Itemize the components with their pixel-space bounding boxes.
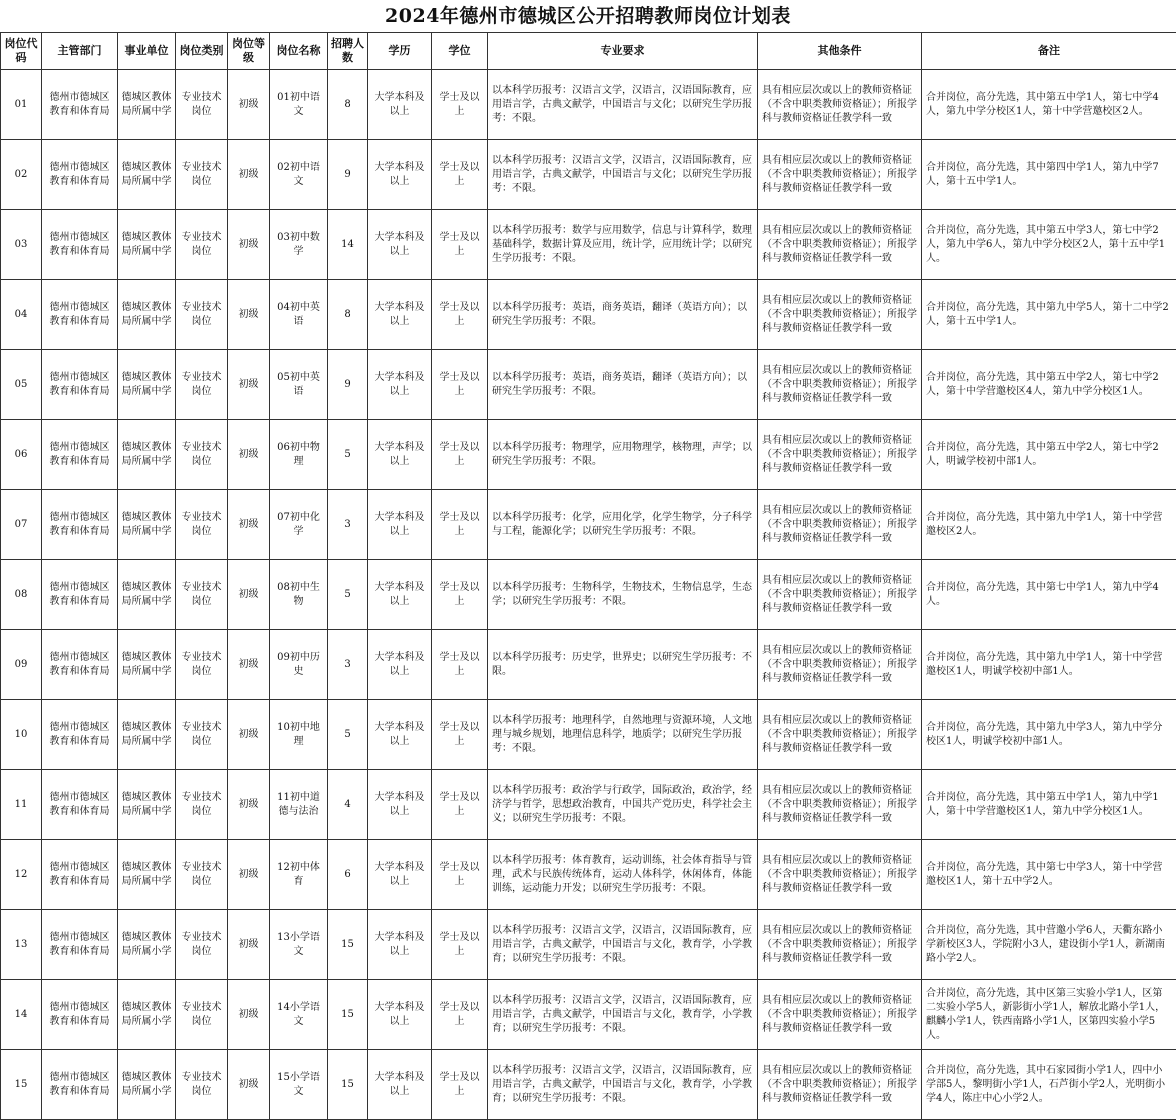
cell-code: 14: [1, 980, 42, 1050]
cell-degree: 学士及以上: [432, 490, 488, 560]
cell-level: 初级: [228, 910, 270, 980]
cell-level: 初级: [228, 980, 270, 1050]
cell-type: 专业技术岗位: [176, 910, 228, 980]
cell-dept: 德州市德城区教育和体育局: [42, 1050, 118, 1120]
cell-level: 初级: [228, 70, 270, 140]
cell-major: 以本科学历报考：生物科学，生物技术，生物信息学，生态学；以研究生学历报考：不限。: [488, 560, 758, 630]
cell-degree: 学士及以上: [432, 770, 488, 840]
cell-count: 15: [328, 980, 368, 1050]
cell-degree: 学士及以上: [432, 700, 488, 770]
cell-dept: 德州市德城区教育和体育局: [42, 280, 118, 350]
cell-edu: 大学本科及以上: [368, 70, 432, 140]
cell-unit: 德城区教体局所属中学: [118, 490, 176, 560]
recruitment-table: [0, 32, 1176, 1120]
cell-edu: 大学本科及以上: [368, 630, 432, 700]
cell-dept: 德州市德城区教育和体育局: [42, 560, 118, 630]
cell-note: 合并岗位，高分先选，其中第九中学5人，第十二中学2人，第十五中学1人。: [922, 280, 1176, 350]
cell-name: 04初中英语: [270, 280, 328, 350]
cell-code: 07: [1, 490, 42, 560]
cell-level: 初级: [228, 840, 270, 910]
cell-note: 合并岗位，高分先选，其中第九中学3人，第九中学分校区1人，明诚学校初中部1人。: [922, 700, 1176, 770]
cell-type: 专业技术岗位: [176, 420, 228, 490]
header-count: 招聘人数: [328, 33, 368, 70]
cell-code: 10: [1, 700, 42, 770]
cell-code: 03: [1, 210, 42, 280]
cell-dept: 德州市德城区教育和体育局: [42, 420, 118, 490]
cell-other: 具有相应层次或以上的教师资格证（不含中职类教师资格证）；所报学科与教师资格证任教学科一致: [758, 280, 922, 350]
cell-major: 以本科学历报考：地理科学，自然地理与资源环境，人文地理与城乡规划，地理信息科学，地质学；以研究生学历报考：不限。: [488, 700, 758, 770]
cell-count: 4: [328, 770, 368, 840]
cell-count: 8: [328, 280, 368, 350]
cell-note: 合并岗位，高分先选，其中第四中学1人，第九中学7人，第十五中学1人。: [922, 140, 1176, 210]
cell-level: 初级: [228, 630, 270, 700]
cell-degree: 学士及以上: [432, 910, 488, 980]
cell-count: 5: [328, 420, 368, 490]
cell-major: 以本科学历报考：汉语言文学，汉语言，汉语国际教育，应用语言学，古典文献学，中国语言与文化；以研究生学历报考：不限。: [488, 140, 758, 210]
cell-name: 05初中英语: [270, 350, 328, 420]
cell-name: 11初中道德与法治: [270, 770, 328, 840]
table-row: [1, 140, 1176, 210]
cell-unit: 德城区教体局所属中学: [118, 350, 176, 420]
table-row: [1, 210, 1176, 280]
cell-type: 专业技术岗位: [176, 280, 228, 350]
cell-other: 具有相应层次或以上的教师资格证（不含中职类教师资格证）；所报学科与教师资格证任教学科一致: [758, 210, 922, 280]
cell-count: 3: [328, 630, 368, 700]
cell-note: 合并岗位，高分先选，其中第五中学1人，第七中学4人，第九中学分校区1人，第十中学营邀校区2人。: [922, 70, 1176, 140]
cell-dept: 德州市德城区教育和体育局: [42, 210, 118, 280]
cell-unit: 德城区教体局所属中学: [118, 700, 176, 770]
cell-type: 专业技术岗位: [176, 980, 228, 1050]
cell-edu: 大学本科及以上: [368, 1050, 432, 1120]
cell-degree: 学士及以上: [432, 560, 488, 630]
cell-dept: 德州市德城区教育和体育局: [42, 70, 118, 140]
cell-unit: 德城区教体局所属小学: [118, 910, 176, 980]
cell-major: 以本科学历报考：汉语言文学，汉语言，汉语国际教育，应用语言学，古典文献学，中国语言与文化，教育学，小学教育；以研究生学历报考：不限。: [488, 980, 758, 1050]
cell-dept: 德州市德城区教育和体育局: [42, 490, 118, 560]
header-dept: 主管部门: [42, 33, 118, 70]
cell-other: 具有相应层次或以上的教师资格证（不含中职类教师资格证）；所报学科与教师资格证任教学科一致: [758, 140, 922, 210]
cell-major: 以本科学历报考：政治学与行政学，国际政治，政治学，经济学与哲学，思想政治教育，中国共产党历史，科学社会主义；以研究生学历报考：不限。: [488, 770, 758, 840]
cell-count: 8: [328, 70, 368, 140]
cell-name: 09初中历史: [270, 630, 328, 700]
cell-other: 具有相应层次或以上的教师资格证（不含中职类教师资格证）；所报学科与教师资格证任教学科一致: [758, 980, 922, 1050]
cell-level: 初级: [228, 560, 270, 630]
header-code: 岗位代码: [1, 33, 42, 70]
cell-other: 具有相应层次或以上的教师资格证（不含中职类教师资格证）；所报学科与教师资格证任教学科一致: [758, 490, 922, 560]
cell-note: 合并岗位，高分先选，其中石家园街小学1人，四中小学部5人，黎明街小学1人，石芦街小学2人，光明街小学4人，陈庄中心小学2人。: [922, 1050, 1176, 1120]
cell-major: 以本科学历报考：历史学，世界史；以研究生学历报考：不限。: [488, 630, 758, 700]
cell-edu: 大学本科及以上: [368, 560, 432, 630]
cell-degree: 学士及以上: [432, 420, 488, 490]
cell-note: 合并岗位，高分先选，其中第九中学1人，第十中学营邀校区1人，明诚学校初中部1人。: [922, 630, 1176, 700]
cell-type: 专业技术岗位: [176, 70, 228, 140]
cell-unit: 德城区教体局所属小学: [118, 980, 176, 1050]
cell-count: 9: [328, 350, 368, 420]
cell-major: 以本科学历报考：数学与应用数学，信息与计算科学，数理基础科学，数据计算及应用，统计学，应用统计学；以研究生学历报考：不限。: [488, 210, 758, 280]
cell-degree: 学士及以上: [432, 140, 488, 210]
cell-major: 以本科学历报考：汉语言文学，汉语言，汉语国际教育，应用语言学，古典文献学，中国语言与文化；以研究生学历报考：不限。: [488, 70, 758, 140]
cell-count: 6: [328, 840, 368, 910]
cell-note: 合并岗位，高分先选，其中区第三实验小学1人，区第二实验小学5人，新影街小学1人，解放北路小学1人，麒麟小学1人，铁西南路小学1人，区第四实验小学5人。: [922, 980, 1176, 1050]
table-body: [1, 70, 1176, 1120]
cell-note: 合并岗位，高分先选，其中第七中学1人，第九中学4人。: [922, 560, 1176, 630]
cell-dept: 德州市德城区教育和体育局: [42, 700, 118, 770]
cell-other: 具有相应层次或以上的教师资格证（不含中职类教师资格证）；所报学科与教师资格证任教学科一致: [758, 700, 922, 770]
page-title: 2024年德州市德城区公开招聘教师岗位计划表: [0, 0, 1176, 32]
cell-degree: 学士及以上: [432, 280, 488, 350]
cell-code: 04: [1, 280, 42, 350]
cell-code: 05: [1, 350, 42, 420]
cell-degree: 学士及以上: [432, 210, 488, 280]
cell-dept: 德州市德城区教育和体育局: [42, 350, 118, 420]
header-note: 备注: [922, 33, 1176, 70]
cell-code: 06: [1, 420, 42, 490]
cell-dept: 德州市德城区教育和体育局: [42, 770, 118, 840]
header-name: 岗位名称: [270, 33, 328, 70]
cell-other: 具有相应层次或以上的教师资格证（不含中职类教师资格证）；所报学科与教师资格证任教学科一致: [758, 910, 922, 980]
cell-major: 以本科学历报考：物理学，应用物理学，核物理，声学；以研究生学历报考：不限。: [488, 420, 758, 490]
cell-count: 5: [328, 700, 368, 770]
cell-major: 以本科学历报考：英语，商务英语，翻译（英语方向）；以研究生学历报考：不限。: [488, 350, 758, 420]
cell-major: 以本科学历报考：化学，应用化学，化学生物学，分子科学与工程，能源化学；以研究生学历报考：不限。: [488, 490, 758, 560]
cell-type: 专业技术岗位: [176, 350, 228, 420]
cell-type: 专业技术岗位: [176, 630, 228, 700]
cell-major: 以本科学历报考：汉语言文学，汉语言，汉语国际教育，应用语言学，古典文献学，中国语言与文化，教育学，小学教育；以研究生学历报考：不限。: [488, 1050, 758, 1120]
cell-degree: 学士及以上: [432, 1050, 488, 1120]
cell-other: 具有相应层次或以上的教师资格证（不含中职类教师资格证）；所报学科与教师资格证任教学科一致: [758, 350, 922, 420]
cell-type: 专业技术岗位: [176, 770, 228, 840]
cell-major: 以本科学历报考：英语，商务英语，翻译（英语方向）；以研究生学历报考：不限。: [488, 280, 758, 350]
cell-code: 02: [1, 140, 42, 210]
table-row: [1, 630, 1176, 700]
cell-note: 合并岗位，高分先选，其中第五中学2人，第七中学2人，明诚学校初中部1人。: [922, 420, 1176, 490]
cell-type: 专业技术岗位: [176, 210, 228, 280]
table-row: [1, 1050, 1176, 1120]
cell-dept: 德州市德城区教育和体育局: [42, 910, 118, 980]
cell-note: 合并岗位，高分先选，其中第五中学3人，第七中学2人，第九中学6人，第九中学分校区2人，第十五中学1人。: [922, 210, 1176, 280]
table-header-row: [1, 33, 1176, 70]
cell-other: 具有相应层次或以上的教师资格证（不含中职类教师资格证）；所报学科与教师资格证任教学科一致: [758, 630, 922, 700]
cell-degree: 学士及以上: [432, 980, 488, 1050]
cell-unit: 德城区教体局所属中学: [118, 630, 176, 700]
cell-edu: 大学本科及以上: [368, 280, 432, 350]
cell-level: 初级: [228, 490, 270, 560]
cell-note: 合并岗位，高分先选，其中第九中学1人，第十中学营邀校区2人。: [922, 490, 1176, 560]
cell-count: 9: [328, 140, 368, 210]
header-degree: 学位: [432, 33, 488, 70]
cell-other: 具有相应层次或以上的教师资格证（不含中职类教师资格证）；所报学科与教师资格证任教学科一致: [758, 70, 922, 140]
cell-count: 15: [328, 1050, 368, 1120]
table-row: [1, 560, 1176, 630]
cell-name: 08初中生物: [270, 560, 328, 630]
cell-level: 初级: [228, 770, 270, 840]
cell-unit: 德城区教体局所属中学: [118, 210, 176, 280]
header-major: 专业要求: [488, 33, 758, 70]
cell-level: 初级: [228, 140, 270, 210]
cell-unit: 德城区教体局所属中学: [118, 420, 176, 490]
cell-type: 专业技术岗位: [176, 700, 228, 770]
cell-code: 11: [1, 770, 42, 840]
table-row: [1, 700, 1176, 770]
table-row: [1, 770, 1176, 840]
cell-degree: 学士及以上: [432, 630, 488, 700]
header-level: 岗位等级: [228, 33, 270, 70]
header-unit: 事业单位: [118, 33, 176, 70]
cell-note: 合并岗位，高分先选，其中第七中学3人，第十中学营邀校区1人，第十五中学2人。: [922, 840, 1176, 910]
cell-name: 12初中体育: [270, 840, 328, 910]
cell-note: 合并岗位，高分先选，其中第五中学2人，第七中学2人，第十中学营邀校区4人，第九中学分校区1人。: [922, 350, 1176, 420]
table-row: [1, 840, 1176, 910]
cell-unit: 德城区教体局所属中学: [118, 70, 176, 140]
cell-edu: 大学本科及以上: [368, 420, 432, 490]
cell-note: 合并岗位，高分先选，其中第五中学1人，第九中学1人，第十中学营邀校区1人，第九中学分校区1人。: [922, 770, 1176, 840]
cell-edu: 大学本科及以上: [368, 490, 432, 560]
cell-level: 初级: [228, 350, 270, 420]
cell-count: 14: [328, 210, 368, 280]
cell-other: 具有相应层次或以上的教师资格证（不含中职类教师资格证）；所报学科与教师资格证任教学科一致: [758, 420, 922, 490]
cell-code: 09: [1, 630, 42, 700]
cell-count: 3: [328, 490, 368, 560]
cell-other: 具有相应层次或以上的教师资格证（不含中职类教师资格证）；所报学科与教师资格证任教学科一致: [758, 1050, 922, 1120]
cell-edu: 大学本科及以上: [368, 770, 432, 840]
cell-level: 初级: [228, 420, 270, 490]
table-row: [1, 70, 1176, 140]
table-row: [1, 490, 1176, 560]
cell-unit: 德城区教体局所属中学: [118, 560, 176, 630]
cell-edu: 大学本科及以上: [368, 700, 432, 770]
cell-unit: 德城区教体局所属中学: [118, 840, 176, 910]
cell-major: 以本科学历报考：汉语言文学，汉语言，汉语国际教育，应用语言学，古典文献学，中国语言与文化，教育学，小学教育；以研究生学历报考：不限。: [488, 910, 758, 980]
cell-dept: 德州市德城区教育和体育局: [42, 140, 118, 210]
cell-level: 初级: [228, 210, 270, 280]
cell-name: 15小学语文: [270, 1050, 328, 1120]
cell-code: 08: [1, 560, 42, 630]
table-row: [1, 350, 1176, 420]
header-edu: 学历: [368, 33, 432, 70]
cell-code: 15: [1, 1050, 42, 1120]
cell-code: 01: [1, 70, 42, 140]
cell-major: 以本科学历报考：体育教育，运动训练，社会体育指导与管理，武术与民族传统体育，运动人体科学，休闲体育，体能训练，运动能力开发；以研究生学历报考：不限。: [488, 840, 758, 910]
cell-edu: 大学本科及以上: [368, 980, 432, 1050]
cell-unit: 德城区教体局所属中学: [118, 140, 176, 210]
cell-dept: 德州市德城区教育和体育局: [42, 980, 118, 1050]
cell-edu: 大学本科及以上: [368, 840, 432, 910]
cell-name: 14小学语文: [270, 980, 328, 1050]
cell-name: 07初中化学: [270, 490, 328, 560]
cell-edu: 大学本科及以上: [368, 210, 432, 280]
table-row: [1, 910, 1176, 980]
cell-type: 专业技术岗位: [176, 560, 228, 630]
cell-other: 具有相应层次或以上的教师资格证（不含中职类教师资格证）；所报学科与教师资格证任教学科一致: [758, 770, 922, 840]
table-row: [1, 420, 1176, 490]
cell-dept: 德州市德城区教育和体育局: [42, 630, 118, 700]
cell-type: 专业技术岗位: [176, 490, 228, 560]
cell-unit: 德城区教体局所属小学: [118, 1050, 176, 1120]
cell-edu: 大学本科及以上: [368, 140, 432, 210]
cell-degree: 学士及以上: [432, 70, 488, 140]
cell-type: 专业技术岗位: [176, 140, 228, 210]
cell-dept: 德州市德城区教育和体育局: [42, 840, 118, 910]
cell-name: 01初中语文: [270, 70, 328, 140]
cell-code: 13: [1, 910, 42, 980]
cell-level: 初级: [228, 280, 270, 350]
cell-edu: 大学本科及以上: [368, 910, 432, 980]
table-row: [1, 980, 1176, 1050]
cell-count: 15: [328, 910, 368, 980]
cell-other: 具有相应层次或以上的教师资格证（不含中职类教师资格证）；所报学科与教师资格证任教学科一致: [758, 560, 922, 630]
cell-edu: 大学本科及以上: [368, 350, 432, 420]
cell-unit: 德城区教体局所属中学: [118, 280, 176, 350]
table-row: [1, 280, 1176, 350]
cell-name: 02初中语文: [270, 140, 328, 210]
cell-unit: 德城区教体局所属中学: [118, 770, 176, 840]
cell-level: 初级: [228, 700, 270, 770]
cell-name: 13小学语文: [270, 910, 328, 980]
cell-note: 合并岗位，高分先选，其中营邀小学6人，天衢东路小学新校区3人，学院附小3人，建设街小学1人，新湖南路小学2人。: [922, 910, 1176, 980]
cell-name: 06初中物理: [270, 420, 328, 490]
cell-type: 专业技术岗位: [176, 1050, 228, 1120]
header-other: 其他条件: [758, 33, 922, 70]
cell-type: 专业技术岗位: [176, 840, 228, 910]
cell-name: 03初中数学: [270, 210, 328, 280]
cell-other: 具有相应层次或以上的教师资格证（不含中职类教师资格证）；所报学科与教师资格证任教学科一致: [758, 840, 922, 910]
header-type: 岗位类别: [176, 33, 228, 70]
cell-degree: 学士及以上: [432, 350, 488, 420]
cell-degree: 学士及以上: [432, 840, 488, 910]
cell-count: 5: [328, 560, 368, 630]
cell-level: 初级: [228, 1050, 270, 1120]
cell-name: 10初中地理: [270, 700, 328, 770]
cell-code: 12: [1, 840, 42, 910]
